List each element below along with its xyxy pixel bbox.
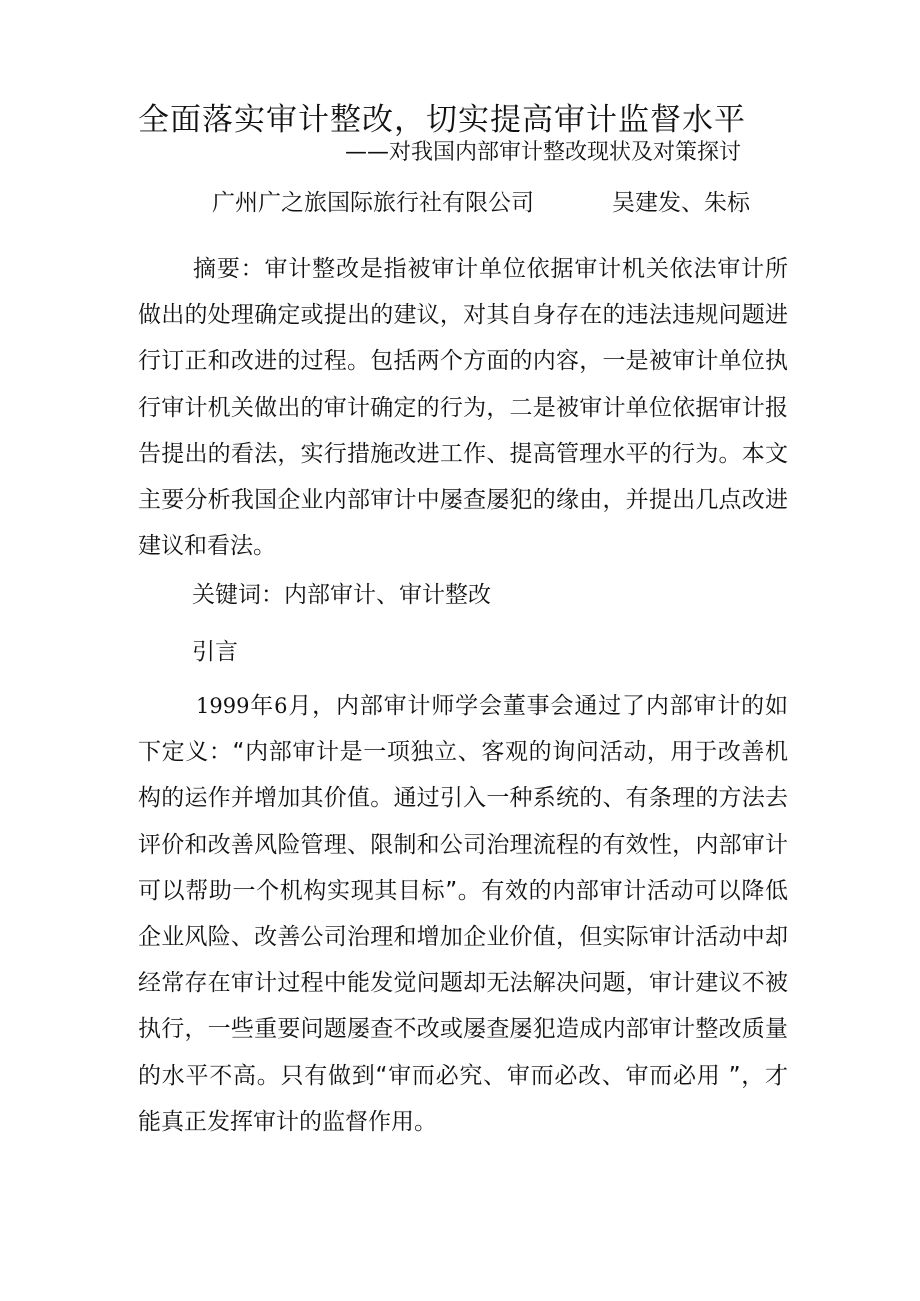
intro-paragraph bbox=[138, 683, 788, 1145]
byline bbox=[0, 185, 920, 221]
intro-month: 6 bbox=[274, 694, 288, 718]
document-subtitle: ——对我国内部审计整改现状及对策探讨 bbox=[345, 140, 742, 165]
abstract-text: 摘要：审计整改是指被审计单位依据审计机关依法审计所做出的处理确定或提出的建议，对其自身存在的违法违规问题进行订正和改进的过程。包括两个方面的内容，一是被审计单位执行审计机关做出的审计确定的行为，二是被审计单位依据审计报告提出的看法，实行措施改进工作、提高管理水平的行为。本文主要分析我国企业内部审计中屡查屡犯的缘由，并提出几点改进建议和看法。 bbox=[138, 256, 788, 560]
organization-name: 广州广之旅国际旅行社有限公司 bbox=[212, 190, 534, 216]
keywords-line: 关键词：内部审计、审计整改 bbox=[192, 582, 491, 608]
document-title: 全面落实审计整改，切实提高审计监督水平 bbox=[138, 102, 746, 138]
intro-text: 月，内部审计师学会董事会通过了内部审计的如下定义：“内部审计是一项独立、客观的询问活动，用于改善机构的运作并增加其价值。通过引入一种系统的、有条理的方法去评价和改善风险管理、限制和公司治理流程的有效性，内部审计可以帮助一个机构实现其目标”。有效的内部审计活动可以降低企业风险、改善公司治理和增加企业价值，但实际审计活动中却经常存在审计过程中能发觉问题却无法解决问题，审计建议不被执行，一些重要问题屡查不改或屡查屡犯造成内部审计整改质量的水平不高。只有做到“审而必究、审而必改、审而必用 ”，才能真正发挥审计的监督作用。 bbox=[138, 693, 789, 1135]
intro-year-unit: 年 bbox=[249, 693, 275, 719]
intro-lead bbox=[138, 693, 288, 719]
author-names: 吴建发、朱标 bbox=[612, 190, 750, 216]
intro-year: 1999 bbox=[196, 694, 250, 718]
abstract-paragraph bbox=[138, 246, 788, 569]
intro-heading: 引言 bbox=[192, 639, 238, 665]
